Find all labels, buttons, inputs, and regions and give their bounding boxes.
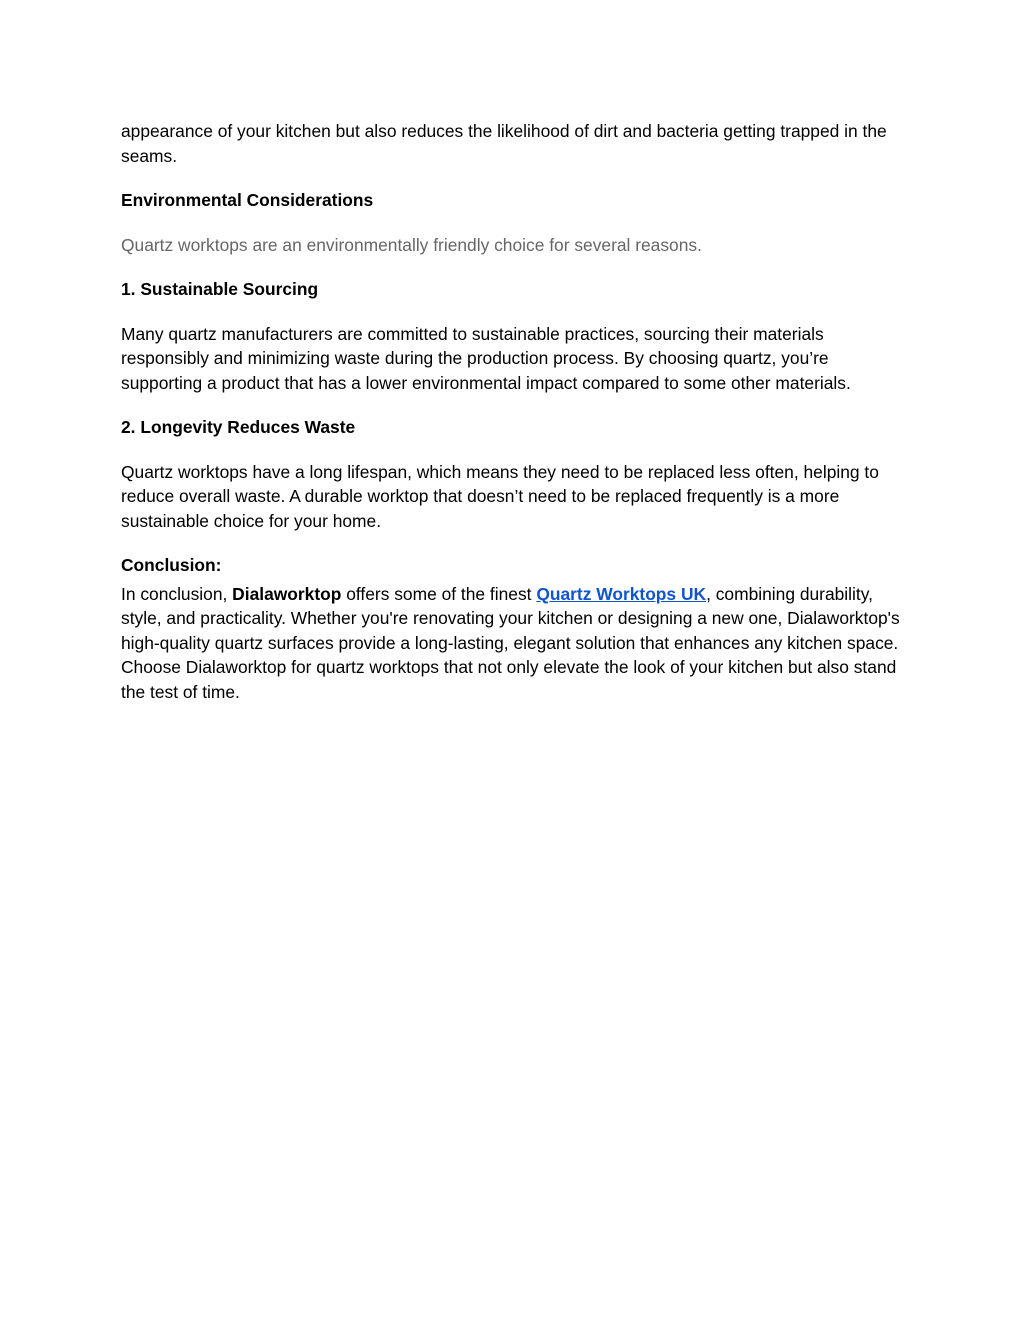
longevity-heading: 2. Longevity Reduces Waste: [121, 417, 356, 437]
environmental-intro-paragraph: Quartz worktops are an environmentally friendly choice for several reasons.: [121, 234, 702, 255]
sustainable-sourcing-heading: 1. Sustainable Sourcing: [121, 279, 319, 299]
quartz-worktops-uk-link[interactable]: Quartz Worktops UK: [536, 583, 707, 604]
conclusion-text-middle: offers some of the finest: [341, 583, 537, 604]
conclusion-text-end: , combining durability, style, and practicality. Whether you're renovating your kitchen or designing a new one, Dialaworktop's high-quality quartz surfaces provide a long-lasting, elegant solution that enhances any kitchen space. Choose Dialaworktop for quartz worktops that not only elevate the look of your kitchen but also stand the test of time.: [121, 583, 900, 702]
environmental-heading: Environmental Considerations: [121, 190, 374, 210]
longevity-paragraph: Quartz worktops have a long lifespan, which means they need to be replaced less often, helping to reduce overall waste. A durable worktop that doesn’t need to be replaced frequently is a more sustainable choice for your home.: [121, 461, 879, 531]
conclusion-text-start: In conclusion,: [121, 583, 233, 604]
document-page: [121, 119, 911, 704]
intro-continuation-paragraph: appearance of your kitchen but also reduces the likelihood of dirt and bacteria getting trapped in the seams.: [121, 121, 887, 166]
sustainable-sourcing-paragraph: Many quartz manufacturers are committed to sustainable practices, sourcing their materials responsibly and minimizing waste during the production process. By choosing quartz, you’re supporting a product that has a lower environmental impact compared to some other materials.: [121, 323, 851, 393]
brand-name: Dialaworktop: [232, 583, 342, 604]
conclusion-heading: Conclusion:: [121, 555, 222, 575]
conclusion-paragraph: [121, 582, 911, 705]
